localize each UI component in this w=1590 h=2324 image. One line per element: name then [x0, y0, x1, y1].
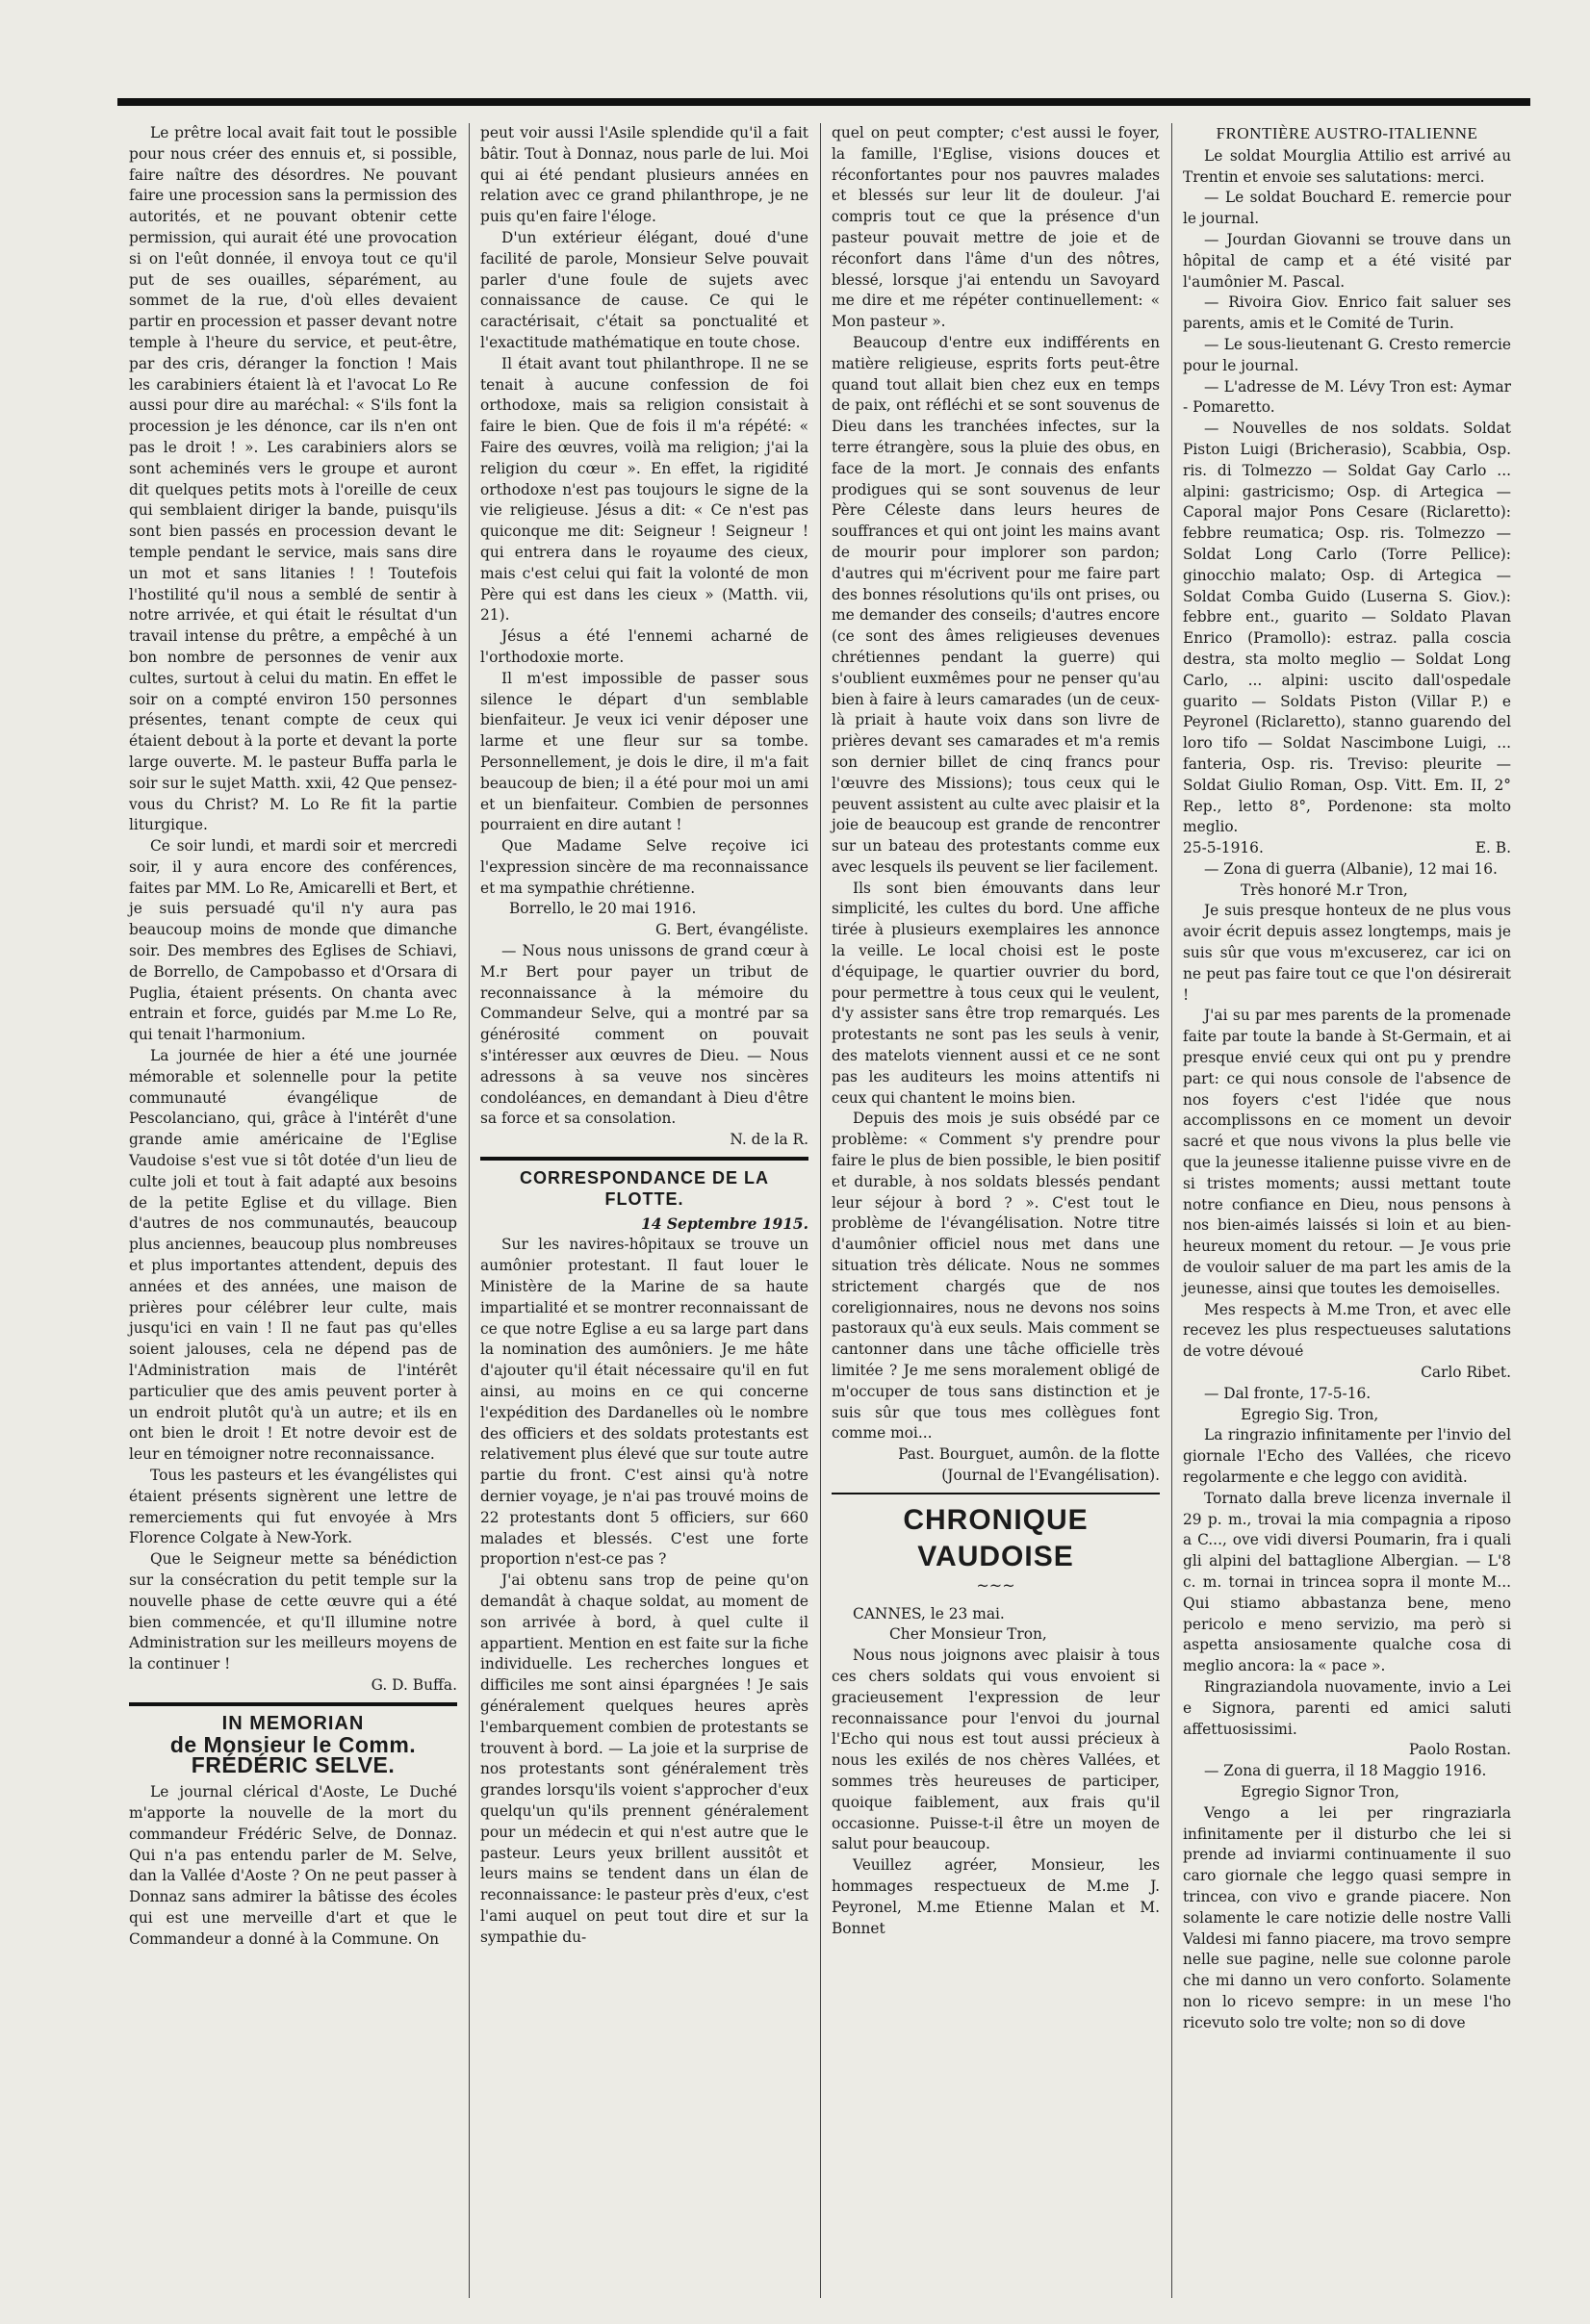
salutation: Très honoré M.r Tron, [1241, 881, 1408, 899]
news-item: — L'adresse de M. Lévy Tron est: Aymar - Pomaretto. [1183, 377, 1511, 417]
news-item: — Jourdan Giovanni se trouve dans un hôpital de camp et a été visité par l'aumônier M. Pascal. [1183, 230, 1511, 291]
news-item: — Rivoira Giov. Enrico fait saluer ses parents, amis et le Comité de Turin. [1183, 294, 1511, 333]
paragraph: Mes respects à M.me Tron, et avec elle recevez les plus respectueuses salutations de votre dévoué [1183, 1300, 1511, 1361]
column-1 [117, 123, 469, 2298]
frontiere-title: FRONTIÈRE AUSTRO-ITALIENNE [1216, 124, 1478, 142]
paragraph: Que le Seigneur mette sa bénédiction sur la consécration du petit temple sur la nouvelle phase de cette œuvre qui a été bien commencée, et qu'Il illumine notre Administration sur les meilleurs moyens de la continuer ! [129, 1550, 457, 1673]
signature: Carlo Ribet. [1421, 1364, 1511, 1382]
signature: G. Bert, évangéliste. [654, 921, 808, 939]
top-rule [117, 98, 1530, 106]
dateline: CANNES, le 23 mai. [853, 1604, 1005, 1622]
paragraph: Veuillez agréer, Monsieur, les hommages respectueux de M.me J. Peyronel, M.me Etienne Malan et M. Bonnet [832, 1856, 1160, 1937]
paragraph: Depuis des mois je suis obsédé par ce problème: « Comment s'y prendre pour faire le plus de bien possible, le bien positif et durable, à nos soldats blessés pendant leur séjour à bord ? ». C'est tout le problème de l'évangélisation. Notre titre d'aumônier officiel nous met dans une situation très délicate. Nous ne sommes strictement chargés que de nos coreligionnaires, nous ne devons nos soins pastoraux qu'à eux seuls. Mais comment se cantonner dans une tâche officielle très limitée ? Je me sens moralement obligé de m'occuper de tous sans distinction et je suis sûr que tous mes collègues font comme moi... [832, 1110, 1160, 1443]
section-rule [480, 1157, 808, 1161]
section-rule [129, 1702, 457, 1706]
date-signature-row [1171, 838, 1523, 859]
letter-header: — Zona di guerra, il 18 Maggio 1916. [1204, 1762, 1487, 1780]
signature: (Journal de l'Evangélisation). [941, 1467, 1160, 1484]
letter-header: — Dal fronte, 17-5-16. [1204, 1384, 1372, 1402]
salutation: Cher Monsieur Tron, [889, 1625, 1047, 1644]
paragraph: peut voir aussi l'Asile splendide qu'il a fait bâtir. Tout à Donnaz, nous parle de lui. Moi qui ai été pendant plusieurs années en relation avec ce grand philanthrope, je ne puis qu'en faire l'éloge. [480, 124, 808, 226]
news-item: — Le soldat Bouchard E. remercie pour le journal. [1183, 189, 1511, 228]
ornament: ~~~ [976, 1575, 1015, 1595]
paragraph: Il était avant tout philanthrope. Il ne se tenait à aucune confession de foi orthodoxe, mais sa religion consistait à faire le bien. Que de fois il m'a répété: « Faire des œuvres, voilà ma religion; j'ai la religion du cœur ». En effet, la rigidité orthodoxe n'est pas toujours le signe de la vie religieuse. Jésus a dit: « Ce n'est pas quiconque me dit: Seigneur ! Seigneur ! qui entrera dans le royaume des cieux, mais c'est celui qui fait la volonté de mon Père qui est dans les cieux » (Matth. vii, 21). [480, 354, 808, 625]
dateline: Borrello, le 20 mai 1916. [509, 900, 697, 918]
signature: Paolo Rostan. [1408, 1741, 1511, 1759]
paragraph: Nous nous joignons avec plaisir à tous ces chers soldats qui vous envoient si gracieusement l'expression de leur reconnaissance pour l'envoi du journal l'Echo qui nous est tout aussi précieux à nous les exilés de nos chères Vallées, et sommes très heureuses de participer, quoique faiblement, aux frais qu'il occasionne. Puisse-t-il être un moyen de salut pour beaucoup. [832, 1647, 1160, 1853]
paragraph: Le journal clérical d'Aoste, Le Duché m'apporte la nouvelle de la mort du commandeur Frédéric Selve, de Donnaz. Qui n'a pas entendu parler de M. Selve, dan la Vallée d'Aoste ? On ne peut passer à Donnaz sans admirer la bâtisse des écoles qui est une merveille d'art et que le Commandeur a donné à la Commune. On [129, 1783, 457, 1948]
paragraph: — Nous nous unissons de grand cœur à M.r Bert pour payer un tribut de reconnaissance à la mémoire du Commandeur Selve, qui a montré par sa générosité comment on pouvait s'intéresser aux œuvres de Dieu. — Nous adressons à sa veuve nos sincères condoléances, en demandant à Dieu d'être sa force et sa consolation. [480, 942, 808, 1128]
chronique-title: CHRONIQUE VAUDOISE [903, 1503, 1089, 1572]
paragraph: La ringrazio infinitamente per l'invio del giornale l'Echo des Vallées, che ricevo regolarmente e che leggo con avidità. [1183, 1426, 1511, 1486]
salutation: Egregio Sig. Tron, [1241, 1405, 1379, 1423]
paragraph: Ce soir lundi, et mardi soir et mercredi soir, il y aura encore des conférences, faites par MM. Lo Re, Amicarelli et Bert, et je suis persuadé qu'il n'y aura pas beaucoup moins de monde que dimanche soir. Des membres des Eglises de Schiavi, de Borrello, de Campobasso et d'Orsara di Puglia, étaient présents. On chanta avec entrain et force, guidés par M.me Lo Re, qui tenait l'harmonium. [129, 837, 457, 1044]
signature: N. de la R. [730, 1131, 808, 1149]
in-memoriam-subtitle: de Monsieur le Comm. FRÉDÉRIC SELVE. [169, 1731, 417, 1778]
paragraph: Jésus a été l'ennemi acharné de l'orthodoxie morte. [480, 627, 808, 666]
paragraph: Beaucoup d'entre eux indifférents en matière religieuse, esprits forts peut-être quand tout allait bien chez eux en temps de paix, ont réfléchi et se sont souvenus de Dieu dans les tranchées infectes, sur la terre étrangère, sous la pluie des obus, en face de la mort. Je connais des enfants prodigues qui se sont souvenus de leur Père Céleste dans leurs heures de souffrances et qui ont joint les mains avant de mourir pour implorer son pardon; d'autres qui m'écrivent pour me faire part des bonnes résolutions qu'ils ont prises, ou me demander des conseils; d'autres encore (ce sont des âmes religieuses devenues chrétiennes pendant la guerre) qui s'oublient euxmêmes pour ne penser qu'au bien à faire à leurs camarades (un de ceux-là priait à haute voix dans son livre de prières devant ses camarades et m'a remis son dernier billet de cinq francs pour l'œuvre des Missions); tous ceux qui le peuvent assistent au culte avec plaisir et la joie de beaucoup est grande de rencontrer sur un bateau des protestants comme eux avec lesquels ils peuvent se lier facilement. [832, 333, 1160, 876]
paragraph: Ils sont bien émouvants dans leur simplicité, les cultes du bord. Une affiche tirée à plusieurs exemplaires les annonce la veille. Le local choisi est le poste d'équipage, le quartier ouvrier du bord, pour permettre à tous ceux qui le veulent, d'y assister sans être trop remarqués. Les protestants ne sont pas les seuls à venir, des matelots viennent aussi et ce ne sont pas les auditeurs les moins attentifs ni ceux qui chantent le moins bien. [832, 879, 1160, 1107]
paragraph: J'ai obtenu sans trop de peine qu'on demandât à chaque soldat, au moment de son arrivée à bord, à quel culte il appartient. Mention en est faite sur la fiche individuelle. Les recherches longues et difficiles me sont ainsi épargnées ! Je sais généralement quelques heures après l'embarquement combien de protestants se trouvent à bord. — La joie et la surprise de nos protestants sont généralement très grandes lorsqu'ils voient s'approcher d'eux quelqu'un qu'ils prennent généralement pour un médecin et qui n'est autre que le pasteur. Leurs yeux brillent aussitôt et leurs mains se tendent dans un élan de reconnaissance: le pasteur près d'eux, c'est l'ami auquel on peut tout dire et sur la sympathie du- [480, 1571, 808, 1946]
paragraph: Il m'est impossible de passer sous silence le départ d'un semblable bienfaiteur. Je veux ici venir déposer une larme et une fleur sur sa tombe. Personnellement, je dois le dire, il m'a fait beaucoup de bien; il a été pour moi un ami et un bienfaiteur. Combien de personnes pourraient en dire autant ! [480, 669, 808, 834]
paragraph: Vengo a lei per ringraziarla infinitamente per il disturbo che lei si prende ad inviarmi continuamente il suo caro giornale che leggo quasi sempre in trincea, con vivo e grande piacere. Non solamente le care notizie delle nostre Valli Valdesi mi fanno piacere, ma trovo sempre nelle sue pagine, nelle sue colonne parole che mi danno un vero conforto. Solamente non lo ricevo sempre: in un mese l'ho ricevuto solo tre volte; non so di dove [1183, 1803, 1511, 2031]
salutation: Egregio Signor Tron, [1241, 1782, 1399, 1800]
paragraph: Sur les navires-hôpitaux se trouve un aumônier protestant. Il faut louer le Ministère de la Marine de sa haute impartialité et se montrer reconnaissant de ce que notre Eglise a eu sa large part dans la nomination des aumôniers. Je me hâte d'ajouter qu'il était nécessaire qu'il en fut ainsi, au moins en ce qui concerne l'expédition des Dardanelles où le nombre des officiers et des soldats protestants est relativement plus élevé que sur toute autre partie du front. C'est ainsi qu'à notre dernier voyage, je n'ai pas trouvé moins de 22 protestants dont 5 officiers, sur 660 malades et blessés. C'est une forte proportion n'est-ce pas ? [480, 1236, 808, 1569]
signature: E. B. [1475, 839, 1511, 857]
column-2 [469, 123, 820, 2298]
flotte-title: CORRESPONDANCE DE LA FLOTTE. [519, 1168, 770, 1209]
paragraph: Ringraziandola nuovamente, invio a Lei e Signora, parenti ed amici saluti affettuosissimi. [1183, 1677, 1511, 1738]
paragraph: Tornato dalla breve licenza invernale il 29 p. m., trovai la mia compagnia a riposo a C..., ove vidi diversi Poumarin, fra i quali gli alpini del battaglione Albergian. — L'8 c. m. tornai in trincea sopra il monte M... Qui stiamo abbastanza bene, meno pericolo e meno servizio, ma però si aspetta ansiosamente qualche cosa di meglio ancora: la « pace ». [1183, 1489, 1511, 1675]
paragraph: Le prêtre local avait fait tout le possible pour nous créer des ennuis et, si possible, faire naître des désordres. Ne pouvant faire une procession sans la permission des autorités, et ne pouvant obtenir cette permission, qui aurait été une provocation si on l'eût donnée, il envoya tout ce qu'il put de ses ouailles, séparément, au sommet de la rue, d'où elles devaient partir en procession et passer devant notre temple à l'heure du service, et peut-être, par des cris, déranger la fonction ! Mais les carabiniers étaient là et l'avocat Lo Re aussi pour dire au maréchal: « S'ils font la procession je les dénonce, car ils n'en ont pas le droit ! ». Les carabiniers alors se sont acheminés vers le groupe et auront dit quelques petits mots à l'oreille de ceux qui semblaient diriger la bande, puisqu'ils sont bien passés en procession devant le temple pendant le service, mais sans dire un mot et sans litanies ! ! Toutefois l'hostilité qu'il nous a semblé de sentir à notre arrivée, et qui était le résultat d'un travail intense du prêtre, a empêché à un bon nombre de personnes de venir aux cultes, surtout à celui du matin. En effet le soir on a compté environ 150 personnes présentes, tenant compte de ceux qui étaient debout à la porte et devant la porte large ouverte. M. le pasteur Buffa parla le soir sur le sujet Matth. xxii, 42 Que pensez-vous du Christ? M. Lo Re fit la partie liturgique. [129, 124, 457, 834]
section-rule [832, 1493, 1160, 1494]
dateline: 25-5-1916. [1183, 839, 1264, 857]
paragraph: J'ai su par mes parents de la promenade faite par toute la bande à St-Germain, et ai presque envié ceux qui ont pu y prendre part: ce qui nous console de l'absence de nos foyers c'est l'idée que nous accomplissons en ce moment un devoir sacré et que nous vivons la plus belle vie que la jeunesse italienne puisse vivre en de si tristes moments; aussi mettant toute notre confiance en Dieu, nous pensons à nos bien-aimés laissés si loin et au bien-heureux moment du retour. — Je vous prie de vouloir saluer de ma part les amis de la jeunesse, ainsi que toutes les demoiselles. [1183, 1007, 1511, 1297]
paragraph: Tous les pasteurs et les évangélistes qui étaient présents signèrent une lettre de remerciements qui fut envoyée à Mrs Florence Colgate à New-York. [129, 1467, 457, 1547]
paragraph: Que Madame Selve reçoive ici l'expression sincère de ma reconnaissance et ma sympathie chrétienne. [480, 837, 808, 897]
news-item: — Nouvelles de nos soldats. Soldat Piston Luigi (Bricherasio), Scabbia, Osp. ris. di Tolmezzo — Soldat Gay Carlo ... alpini: gastricismo; Osp. di Artegica — Caporal major Pons Cesare (Riclaretto): febbre reumatica; Osp. ris. Tolmezzo — Soldat Long Carlo (Torre Pellice): ginocchio malato; Osp. di Artegica — Soldat Comba Guido (Luserna S. Giov.): febbre ent., guarito — Soldato Plavan Enrico (Pramollo): estraz. palla coscia destra, sta molto meglio — Soldat Long Carlo, ... alpini: uscito dall'ospedale guarito — Soldats Piston (Villar P.) e Peyronel (Riclaretto), stanno guarendo del loro tifo — Soldat Nascimbone Luigi, ... fanteria, Osp. ris. Treviso: pleurite — Soldat Giulio Roman, Osp. Vitt. Em. II, 2° Rep., letto 8°, Pordenone: sta molto meglio. [1183, 420, 1511, 836]
dateline: 14 Septembre 1915. [641, 1214, 808, 1233]
column-4 [1171, 123, 1523, 2298]
letter-header: — Zona di guerra (Albanie), 12 mai 16. [1204, 859, 1498, 878]
column-3 [820, 123, 1171, 2298]
in-memoriam-title: IN MEMORIAN [221, 1712, 365, 1734]
signature: G. D. Buffa. [371, 1675, 457, 1694]
news-item: Le soldat Mourglia Attilio est arrivé au Trentin et envoie ses salutations: merci. [1183, 146, 1511, 186]
paragraph: Je suis presque honteux de ne plus vous avoir écrit depuis assez longtemps, mais je suis sûr que vous m'excuserez, car ici on ne peut pas faire tout ce que l'on désirerait ! [1183, 902, 1511, 1004]
signature: Past. Bourguet, aumôn. de la flotte [898, 1445, 1160, 1464]
paragraph: quel on peut compter; c'est aussi le foyer, la famille, l'Eglise, visions douces et réconfortantes pour nos pauvres malades et blessés sur leur lit de douleur. J'ai compris tout ce que la présence d'un pasteur pouvait mettre de joie et de réconfort dans l'âme d'un des nôtres, blessé, lorsque j'ai entendu un Savoyard me dire et me répéter continuellement: « Mon pasteur ». [832, 124, 1160, 331]
paragraph: D'un extérieur élégant, doué d'une facilité de parole, Monsieur Selve pouvait parler d'une foule de sujets avec connaissance de cause. Ce qui le caractérisait, c'était sa ponctualité et l'exactitude mathématique en toute chose. [480, 228, 808, 351]
news-item: — Le sous-lieutenant G. Cresto remercie pour le journal. [1183, 335, 1511, 374]
paragraph: La journée de hier a été une journée mémorable et solennelle pour la petite communauté évangélique de Pescolanciano, qui, grâce à l'intérêt d'une grande amie américaine de l'Eglise Vaudoise s'est vue si tôt dotée d'un lieu de culte joli et tout à fait adapté aux besoins de la petite Eglise et du village. Bien d'autres de nos communautés, beaucoup plus anciennes, beaucoup plus nombreuses et plus importantes attendent, depuis des années et des années, une maison de prières pour célébrer leur culte, mais jusqu'ici en vain ! Il ne faut pas qu'elles soient jalouses, cela ne dépend pas de l'Administration mais de l'intérêt particulier que des amis peuvent porter à un endroit plutôt qu'à un autre; et ils en ont bien le droit ! Et notre devoir est de leur en témoigner notre reconnaissance. [129, 1047, 457, 1464]
